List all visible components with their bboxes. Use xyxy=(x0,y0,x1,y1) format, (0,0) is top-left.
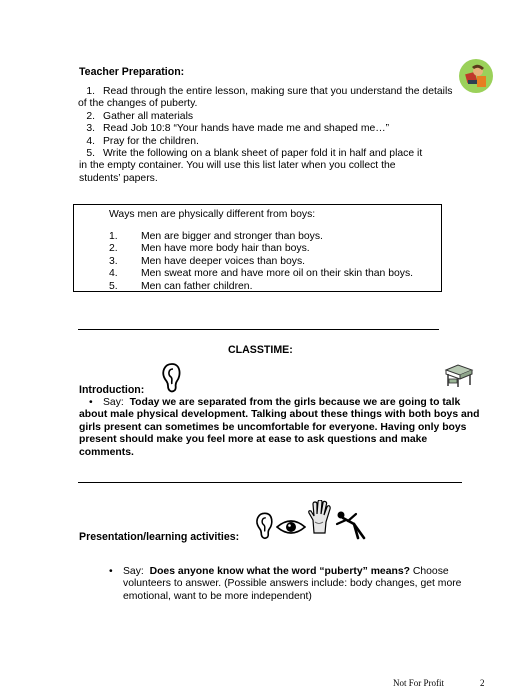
list-item: 3. Men have deeper voices than boys. xyxy=(109,255,306,267)
list-item: 2. Men have more body hair than boys. xyxy=(109,243,310,255)
list-item: 1. Read through the entire lesson, making sure that you understand the details xyxy=(86,86,453,97)
desk-icon xyxy=(444,362,474,388)
presentation-paragraph: • Say: Does anyone know what the word “puberty” means? Choose volunteers to answer. (Possible answers include: body changes, get more emotional, want to be more independent) xyxy=(109,566,462,602)
ear-icon xyxy=(160,362,182,394)
list-item: 2. Gather all materials xyxy=(86,110,194,122)
bullet: • xyxy=(89,397,93,408)
list-item: 3. Read Job 10:8 “Your hands have made me and shaped me…” xyxy=(86,123,390,135)
list-item: 5. Write the following on a blank sheet of paper fold it in half and place it xyxy=(86,148,423,160)
introduction-heading: Introduction: xyxy=(79,384,145,396)
hand-icon xyxy=(307,500,331,534)
presentation-heading: Presentation/learning activities: xyxy=(79,531,240,543)
list-item: 4. Pray for the children. xyxy=(86,135,199,147)
bullet: • xyxy=(109,566,113,577)
list-item-continuation: students’ papers. xyxy=(79,172,158,184)
stretching-person-icon xyxy=(334,510,368,540)
list-item-continuation: of the changes of puberty. xyxy=(78,98,198,110)
list-item: 5. Men can father children. xyxy=(109,280,253,292)
list-item: 4. Men sweat more and have more oil on their skin than boys. xyxy=(109,268,414,280)
list-item-continuation: in the empty container. You will use this list later when you collect the xyxy=(79,160,396,172)
divider xyxy=(78,482,462,483)
introduction-paragraph: • Say: Today we are separated from the girls because we are going to talk about male physical development. Talking about these things with both boys and girls present can sometimes be uncomfortable for everyone. Having only boys present should make you feel more at ease to ask questions and make comments. xyxy=(79,397,480,458)
teacher-prep-heading: Teacher Preparation: xyxy=(79,66,185,78)
box-list xyxy=(109,231,413,293)
say-label: Say: xyxy=(123,566,144,577)
page-number: 2 xyxy=(480,678,485,688)
list-item: 1. Men are bigger and stronger than boys. xyxy=(109,231,323,242)
box-title: Ways men are physically different from boys: xyxy=(109,209,316,220)
differences-box xyxy=(73,204,442,292)
classtime-heading: CLASSTIME: xyxy=(228,344,293,356)
eye-icon xyxy=(276,518,306,536)
say-label: Say: xyxy=(103,397,124,408)
ear-icon xyxy=(254,511,274,541)
footer-text: Not For Profit xyxy=(393,678,445,688)
divider xyxy=(78,329,439,330)
teacher-prep-list xyxy=(79,86,469,185)
